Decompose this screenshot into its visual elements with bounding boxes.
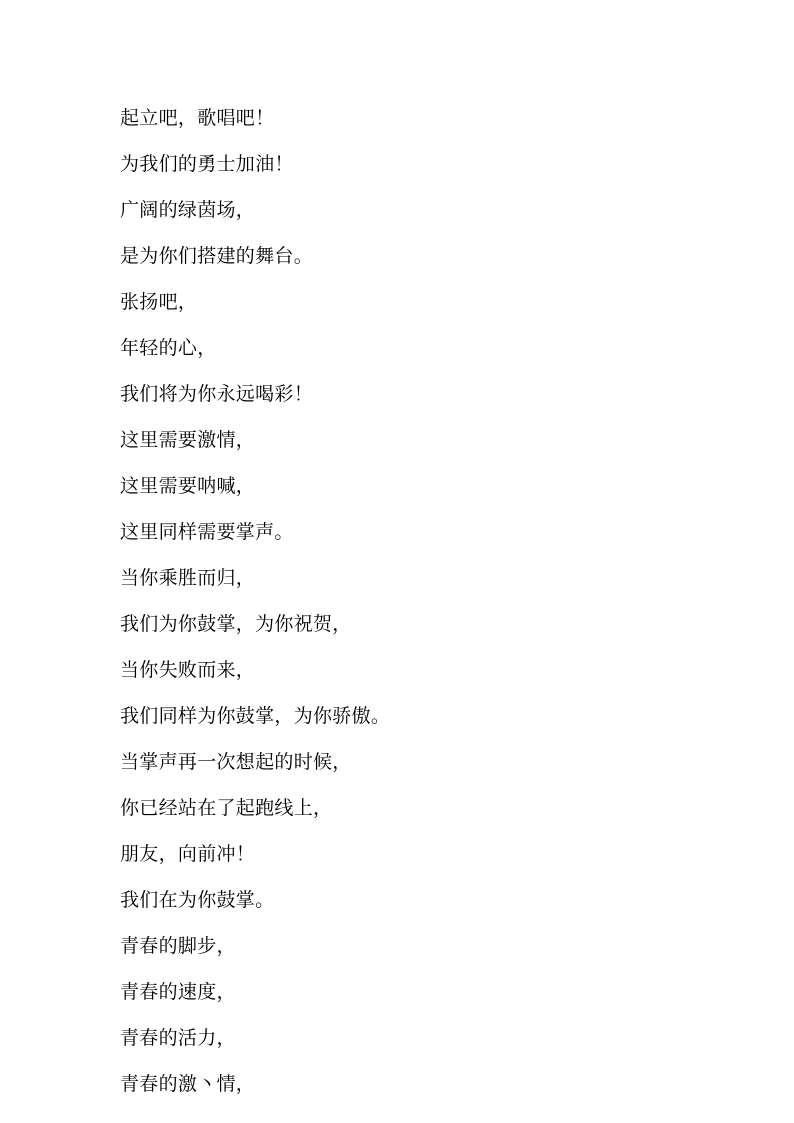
poem-line: 我们为你鼓掌，为你祝贺，	[120, 613, 352, 635]
poem-line: 当你乘胜而归，	[120, 567, 256, 589]
poem-line: 为我们的勇士加油！	[120, 153, 294, 175]
poem-body	[120, 103, 390, 1115]
poem-line: 我们在为你鼓掌。	[120, 889, 275, 911]
poem-line: 这里同样需要掌声。	[120, 521, 294, 543]
poem-line: 青春的活力，	[120, 1027, 236, 1049]
poem-line: 我们将为你永远喝彩！	[120, 383, 314, 405]
poem-line: 张扬吧，	[120, 291, 198, 313]
poem-line: 广阔的绿茵场，	[120, 199, 256, 221]
poem-line: 起立吧，歌唱吧！	[120, 107, 275, 129]
poem-line: 这里需要激情，	[120, 429, 256, 451]
poem-line: 你已经站在了起跑线上，	[120, 797, 333, 819]
poem-line: 年轻的心，	[120, 337, 217, 359]
poem-line: 青春的激丶情，	[120, 1073, 256, 1095]
poem-line: 我们同样为你鼓掌，为你骄傲。	[120, 705, 391, 727]
poem-line: 当你失败而来，	[120, 659, 256, 681]
poem-line: 这里需要呐喊，	[120, 475, 256, 497]
poem-line: 朋友，向前冲！	[120, 843, 256, 865]
poem-line: 是为你们搭建的舞台。	[120, 245, 314, 267]
poem-line: 当掌声再一次想起的时候，	[120, 751, 352, 773]
poem-line: 青春的速度，	[120, 981, 236, 1003]
poem-line: 青春的脚步，	[120, 935, 236, 957]
